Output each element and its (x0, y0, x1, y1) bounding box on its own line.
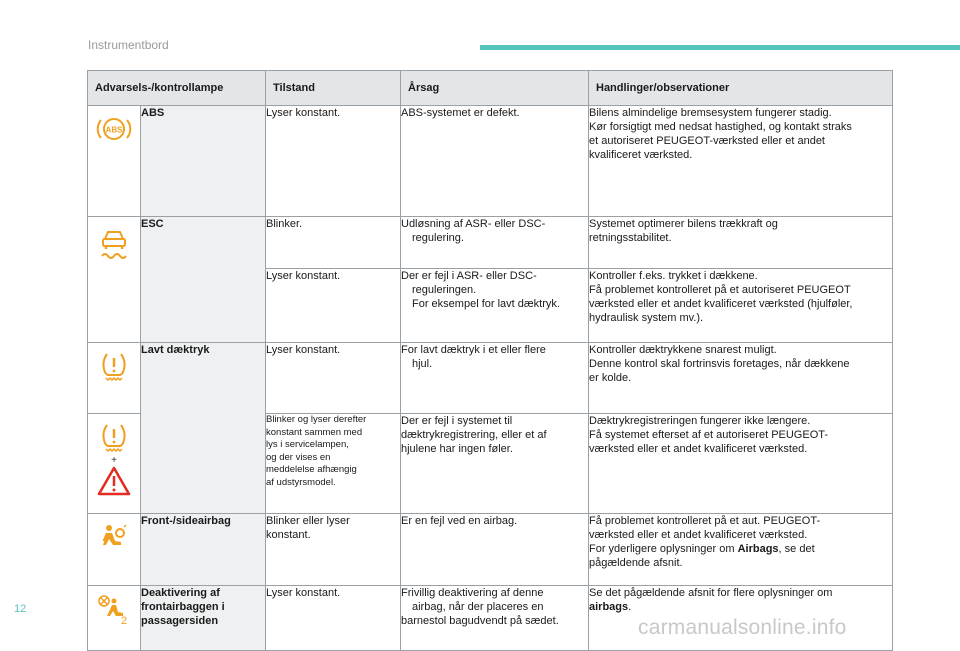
abs-warning-icon (96, 114, 132, 144)
action-line: kvalificeret værksted. (589, 149, 693, 161)
state-line: Blinker eller lyser (266, 515, 350, 527)
name-line: Deaktivering af (141, 587, 220, 599)
action-line: hydraulisk system mv.). (589, 312, 704, 324)
name-line: frontairbaggen i (141, 601, 225, 613)
abs-lamp-cell (88, 106, 141, 217)
esc-skid-icon (98, 225, 130, 259)
tyre-pressure-icon (99, 351, 129, 381)
name-line: passagersiden (141, 615, 219, 627)
cause-airbag: Er en fejl ved en airbag. (401, 514, 589, 586)
cause-abs: ABS-systemet er defekt. (401, 106, 589, 217)
airbag-lamp-cell (88, 514, 141, 586)
cause-passenger-airbag (401, 586, 589, 651)
action-tyre-fault (589, 414, 893, 514)
header-cause: Årsag (401, 71, 589, 106)
cause-line: hjulene har ingen føler. (401, 443, 513, 455)
cause-line: Frivillig deaktivering af denne (401, 587, 544, 599)
cause-line: For eksempel for lavt dæktryk. (412, 298, 560, 310)
action-line: værksted eller et andet kvalificeret værksted (hjulføler, (589, 298, 853, 310)
action-line: Kontroller dæktrykkene snarest muligt. (589, 344, 777, 356)
state-line: af udstyrsmodel. (266, 476, 336, 488)
warning-triangle-icon (97, 466, 131, 496)
cause-line: regulering. (412, 232, 464, 244)
lamp-name-airbag: Front-/sideairbag (141, 514, 266, 586)
esc-lamp-cell (88, 217, 141, 343)
action-line: Få problemet kontrolleret på et autoriseret PEUGEOT (589, 284, 851, 296)
state-line: meddelelse afhængig (266, 464, 357, 475)
warning-lamp-table (87, 70, 893, 651)
cause-line: Der er fejl i ASR- eller DSC- (401, 270, 537, 282)
section-color-bar (480, 45, 960, 50)
table-row (88, 217, 893, 269)
action-line: retningsstabilitet. (589, 232, 672, 244)
cause-line: Der er fejl i systemet til (401, 415, 513, 427)
action-line: Systemet optimerer bilens trækkraft og (589, 218, 778, 230)
action-esc-steady (589, 269, 893, 343)
passenger-airbag-off-icon (97, 594, 131, 626)
action-line: Bilens almindelige bremsesystem fungerer stadig. (589, 107, 832, 119)
action-esc-flash (589, 217, 893, 269)
cause-line: airbag, når der placeres en (412, 601, 544, 613)
cause-tyre-fault (401, 414, 589, 514)
table-row (88, 514, 893, 586)
state-airbag (266, 514, 401, 586)
action-airbag (589, 514, 893, 586)
table-row (88, 343, 893, 414)
airbag-seat-number: 2 (120, 615, 128, 626)
table-header-row (88, 71, 893, 106)
cause-line: hjul. (412, 358, 433, 370)
action-line: Få systemet efterset af et autoriseret PEUGEOT- (589, 429, 829, 441)
action-text: . (628, 601, 632, 613)
tyre-fault-lamp-cell (88, 414, 141, 514)
state-line: lys i servicelampen, (266, 439, 349, 450)
state-line: konstant sammen med (266, 426, 363, 438)
cause-line: reguleringen. (412, 284, 477, 296)
cause-esc-steady (401, 269, 589, 343)
action-text: For yderligere oplysninger om (589, 543, 738, 555)
header-state: Tilstand (266, 71, 401, 106)
action-line: Få problemet kontrolleret på et aut. PEUGEOT- (589, 515, 821, 527)
site-watermark: carmanualsonline.info (638, 616, 847, 639)
cause-line: Udløsning af ASR- eller DSC- (401, 218, 546, 230)
airbag-icon (99, 522, 129, 552)
header-action: Handlinger/observationer (589, 71, 893, 106)
action-line (589, 542, 892, 556)
table-row (88, 106, 893, 217)
cause-line: barnestol bagudvendt på sædet. (401, 615, 559, 627)
lamp-name-tyre: Lavt dæktryk (141, 343, 266, 514)
svg-text:ABS: ABS (105, 125, 123, 135)
passenger-airbag-lamp-cell (88, 586, 141, 651)
action-line (589, 600, 892, 614)
lamp-name-passenger-airbag (141, 586, 266, 651)
state-tyre-fault (266, 414, 401, 514)
action-tyre-steady (589, 343, 893, 414)
action-line: værksted eller et andet kvalificeret værksted. (589, 443, 808, 455)
cause-tyre-steady (401, 343, 589, 414)
action-text: , se det (778, 543, 815, 555)
action-line: Kør forsigtigt med nedsat hastighed, og kontakt straks (589, 121, 852, 133)
action-line: Dæktrykregistreringen fungerer ikke længere. (589, 415, 811, 427)
action-line: er kolde. (589, 372, 632, 384)
state-line: konstant. (266, 529, 311, 541)
action-line: et autoriseret PEUGEOT-værksted eller et andet (589, 135, 825, 147)
plus-sign: + (111, 455, 117, 466)
cause-line: dæktrykregistrering, eller et af (401, 429, 547, 441)
state-tyre-steady: Lyser konstant. (266, 343, 401, 414)
lamp-name-abs: ABS (141, 106, 266, 217)
action-bold-term: airbags (589, 601, 629, 613)
state-line: og der vises en (266, 451, 331, 463)
cause-esc-flash (401, 217, 589, 269)
action-line: pågældende afsnit. (589, 557, 683, 569)
state-passenger-airbag: Lyser konstant. (266, 586, 401, 651)
state-abs: Lyser konstant. (266, 106, 401, 217)
action-line: Denne kontrol skal fortrinsvis foretages, når dækkene (589, 358, 850, 370)
action-line: Kontroller f.eks. trykket i dækkene. (589, 270, 758, 282)
state-line: Blinker og lyser derefter (266, 414, 367, 425)
action-line: værksted eller et andet kvalificeret værksted. (589, 529, 808, 541)
header-lamp: Advarsels-/kontrollampe (88, 71, 266, 106)
page-number: 12 (14, 603, 27, 615)
lamp-name-esc: ESC (141, 217, 266, 343)
tyre-lamp-cell (88, 343, 141, 414)
action-abs (589, 106, 893, 217)
state-esc-steady: Lyser konstant. (266, 269, 401, 343)
state-esc-flash: Blinker. (266, 217, 401, 269)
tyre-pressure-icon (99, 422, 129, 452)
action-line: Se det pågældende afsnit for flere oplysninger om (589, 587, 833, 599)
section-title: Instrumentbord (88, 38, 169, 52)
cause-line: For lavt dæktryk i et eller flere (401, 344, 546, 356)
action-bold-term: Airbags (737, 543, 779, 555)
